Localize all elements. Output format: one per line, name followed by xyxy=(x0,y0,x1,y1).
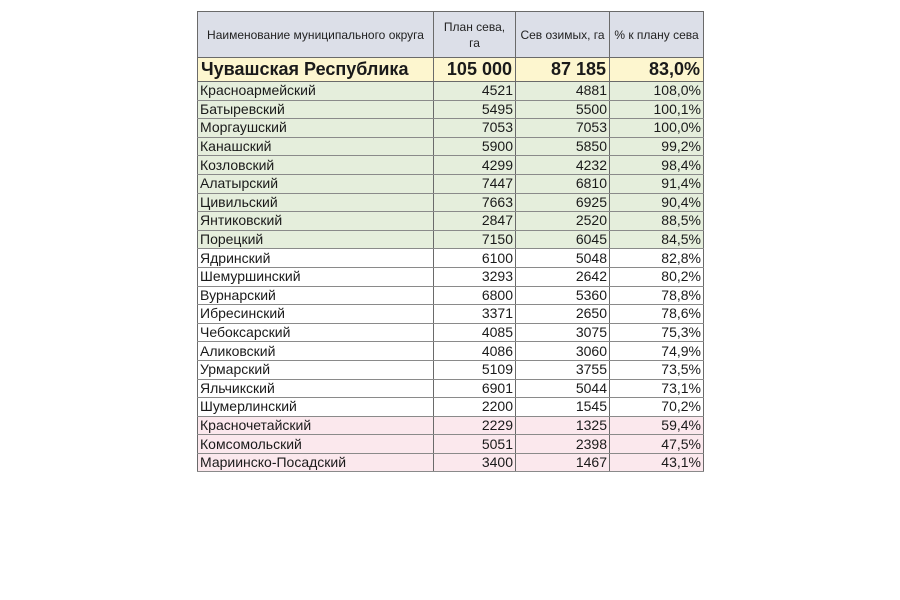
table-row xyxy=(198,379,704,398)
header-municipality: Наименование муниципального округа xyxy=(198,12,434,58)
district-plan: 5109 xyxy=(434,360,516,379)
district-plan: 5495 xyxy=(434,100,516,119)
district-sown: 2520 xyxy=(516,212,610,231)
district-rows xyxy=(198,82,704,472)
table-row xyxy=(198,435,704,454)
table-row xyxy=(198,137,704,156)
district-sown: 2398 xyxy=(516,435,610,454)
district-percent: 73,5% xyxy=(610,360,704,379)
district-plan: 5900 xyxy=(434,137,516,156)
header-row xyxy=(198,12,704,58)
district-plan: 6901 xyxy=(434,379,516,398)
district-name: Моргаушский xyxy=(198,119,434,138)
district-percent: 78,6% xyxy=(610,305,704,324)
district-sown: 7053 xyxy=(516,119,610,138)
district-percent: 78,8% xyxy=(610,286,704,305)
table-row xyxy=(198,305,704,324)
total-percent: 83,0% xyxy=(610,58,704,82)
district-plan: 3293 xyxy=(434,267,516,286)
district-plan: 4085 xyxy=(434,323,516,342)
district-name: Порецкий xyxy=(198,230,434,249)
table-row xyxy=(198,323,704,342)
district-percent: 82,8% xyxy=(610,249,704,268)
district-percent: 88,5% xyxy=(610,212,704,231)
district-plan: 7053 xyxy=(434,119,516,138)
table-row xyxy=(198,249,704,268)
table-row xyxy=(198,174,704,193)
total-row xyxy=(198,58,704,82)
district-plan: 7663 xyxy=(434,193,516,212)
district-name: Ибресинский xyxy=(198,305,434,324)
district-name: Шемуршинский xyxy=(198,267,434,286)
district-name: Шумерлинский xyxy=(198,398,434,417)
district-sown: 6045 xyxy=(516,230,610,249)
district-plan: 3371 xyxy=(434,305,516,324)
table-row xyxy=(198,286,704,305)
table-body xyxy=(198,58,704,82)
district-name: Канашский xyxy=(198,137,434,156)
district-percent: 90,4% xyxy=(610,193,704,212)
district-name: Янтиковский xyxy=(198,212,434,231)
district-percent: 100,0% xyxy=(610,119,704,138)
sowing-table xyxy=(197,11,704,472)
district-name: Мариинско-Посадский xyxy=(198,453,434,472)
district-sown: 5048 xyxy=(516,249,610,268)
district-percent: 75,3% xyxy=(610,323,704,342)
total-plan: 105 000 xyxy=(434,58,516,82)
district-sown: 5850 xyxy=(516,137,610,156)
district-percent: 74,9% xyxy=(610,342,704,361)
district-name: Красночетайский xyxy=(198,416,434,435)
district-sown: 1545 xyxy=(516,398,610,417)
document xyxy=(197,11,703,472)
district-percent: 98,4% xyxy=(610,156,704,175)
district-percent: 84,5% xyxy=(610,230,704,249)
district-sown: 1467 xyxy=(516,453,610,472)
table-row xyxy=(198,453,704,472)
district-name: Аликовский xyxy=(198,342,434,361)
district-plan: 2200 xyxy=(434,398,516,417)
district-sown: 3060 xyxy=(516,342,610,361)
district-plan: 7447 xyxy=(434,174,516,193)
district-sown: 3755 xyxy=(516,360,610,379)
district-name: Козловский xyxy=(198,156,434,175)
district-percent: 80,2% xyxy=(610,267,704,286)
district-plan: 3400 xyxy=(434,453,516,472)
total-sown: 87 185 xyxy=(516,58,610,82)
district-percent: 73,1% xyxy=(610,379,704,398)
district-sown: 2650 xyxy=(516,305,610,324)
district-name: Батыревский xyxy=(198,100,434,119)
district-sown: 5044 xyxy=(516,379,610,398)
district-sown: 3075 xyxy=(516,323,610,342)
district-name: Цивильский xyxy=(198,193,434,212)
table-row xyxy=(198,156,704,175)
district-name: Алатырский xyxy=(198,174,434,193)
district-percent: 100,1% xyxy=(610,100,704,119)
district-sown: 5360 xyxy=(516,286,610,305)
district-plan: 2229 xyxy=(434,416,516,435)
district-percent: 91,4% xyxy=(610,174,704,193)
table-row xyxy=(198,212,704,231)
district-name: Комсомольский xyxy=(198,435,434,454)
table-row xyxy=(198,82,704,101)
district-name: Урмарский xyxy=(198,360,434,379)
district-name: Ядринский xyxy=(198,249,434,268)
district-sown: 6810 xyxy=(516,174,610,193)
table-row xyxy=(198,416,704,435)
total-name: Чувашская Республика xyxy=(198,58,434,82)
district-plan: 4521 xyxy=(434,82,516,101)
district-plan: 6100 xyxy=(434,249,516,268)
district-plan: 7150 xyxy=(434,230,516,249)
table-row xyxy=(198,230,704,249)
district-name: Яльчикский xyxy=(198,379,434,398)
district-plan: 4086 xyxy=(434,342,516,361)
district-plan: 6800 xyxy=(434,286,516,305)
district-name: Чебоксарский xyxy=(198,323,434,342)
district-percent: 47,5% xyxy=(610,435,704,454)
district-sown: 5500 xyxy=(516,100,610,119)
header-plan: План сева, га xyxy=(434,12,516,58)
table-row xyxy=(198,398,704,417)
district-name: Вурнарский xyxy=(198,286,434,305)
district-plan: 4299 xyxy=(434,156,516,175)
district-plan: 2847 xyxy=(434,212,516,231)
table-row xyxy=(198,100,704,119)
district-percent: 99,2% xyxy=(610,137,704,156)
table-row xyxy=(198,193,704,212)
district-percent: 43,1% xyxy=(610,453,704,472)
header-percent: % к плану сева xyxy=(610,12,704,58)
table-row xyxy=(198,267,704,286)
table-row xyxy=(198,360,704,379)
district-name: Красноармейский xyxy=(198,82,434,101)
district-plan: 5051 xyxy=(434,435,516,454)
table-row xyxy=(198,119,704,138)
table-row xyxy=(198,342,704,361)
table-header xyxy=(198,12,704,58)
district-sown: 4232 xyxy=(516,156,610,175)
district-sown: 2642 xyxy=(516,267,610,286)
district-sown: 4881 xyxy=(516,82,610,101)
district-percent: 59,4% xyxy=(610,416,704,435)
district-sown: 6925 xyxy=(516,193,610,212)
district-percent: 70,2% xyxy=(610,398,704,417)
header-sown: Сев озимых, га xyxy=(516,12,610,58)
district-sown: 1325 xyxy=(516,416,610,435)
district-percent: 108,0% xyxy=(610,82,704,101)
